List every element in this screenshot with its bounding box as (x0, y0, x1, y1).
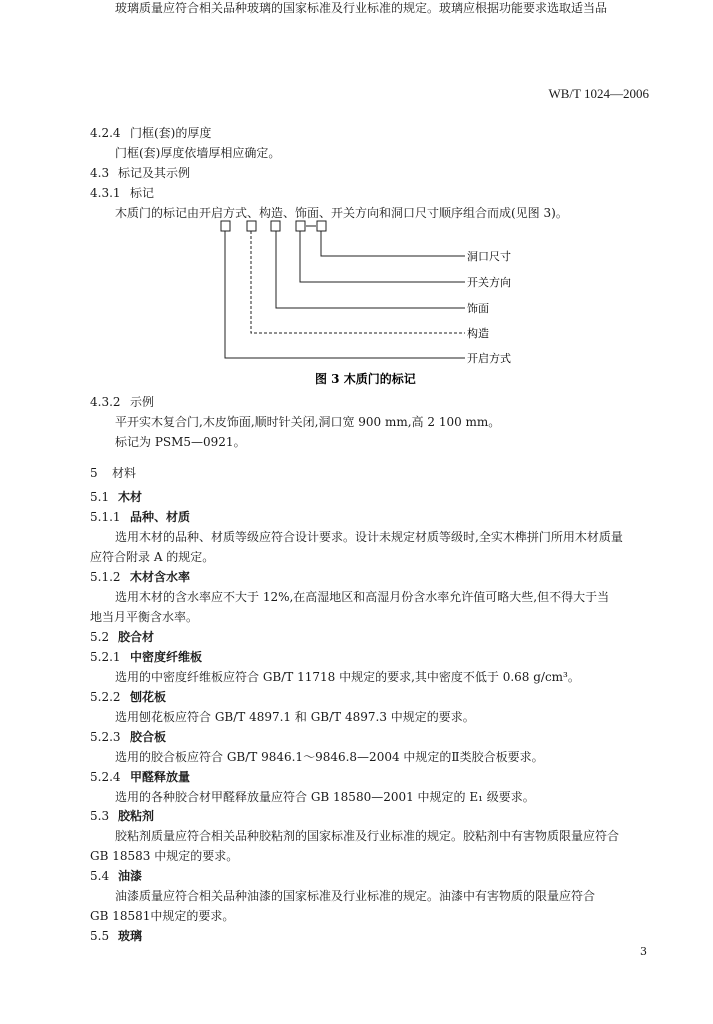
page-number: 3 (640, 945, 647, 958)
label-direction: 开关方向 (467, 276, 511, 289)
clause-text: 玻璃 (118, 929, 143, 943)
clause-text: 胶合板 (130, 730, 167, 744)
clause-number: 5.1 (90, 490, 110, 504)
label-opening-mode: 开启方式 (467, 352, 511, 365)
box-opening-mode (221, 221, 230, 231)
clause-text: 木质门的标记由开启方式、构造、饰面、开关方向和洞口尺寸顺序组合而成(见图 3)。 (115, 206, 568, 220)
clause-text: 门框(套)厚度依墙厚相应确定。 (115, 146, 281, 160)
clause-text: 油漆质量应符合相关品种油漆的国家标准及行业标准的规定。油漆中有害物质的限量应符合 (115, 889, 596, 903)
box-opening-size (317, 221, 326, 231)
clause-text: 选用木材的品种、材质等级应符合设计要求。设计未规定材质等级时,全实木榫拼门所用木材质量 (115, 530, 623, 544)
clause-text: 选用的中密度纤维板应符合 GB/T 11718 中规定的要求,其中密度不低于 0.68 g/cm³。 (115, 670, 580, 684)
label-opening-size: 洞口尺寸 (467, 250, 511, 263)
clause-text: 材料 (112, 466, 137, 480)
clause-text: 甲醛释放量 (130, 770, 191, 784)
clause-text: 标记及其示例 (118, 166, 191, 180)
clause-text: 胶粘剂质量应符合相关品种胶粘剂的国家标准及行业标准的规定。胶粘剂中有害物质限量应符合 (115, 829, 620, 843)
clause-text: 选用木材的含水率应不大于 12%,在高湿地区和高湿月份含水率允许值可略大些,但不得大于当 (115, 590, 610, 604)
clause-number: 5.1.2 (90, 570, 121, 584)
clause-number: 4.3.1 (90, 186, 121, 200)
clause-text: 中密度纤维板 (130, 650, 203, 664)
box-direction (296, 221, 305, 231)
clause-text: 选用刨花板应符合 GB/T 4897.1 和 GB/T 4897.3 中规定的要求。 (115, 710, 475, 724)
clause-number: 4.3.2 (90, 395, 121, 409)
clause-number: 5.2.3 (90, 730, 121, 744)
standard-code: WB/T 1024—2006 (548, 86, 649, 101)
clause-number: 5.4 (90, 869, 110, 883)
clause-number: 5.2.1 (90, 650, 121, 664)
clause-text: 品种、材质 (130, 510, 191, 524)
clause-text: 油漆 (118, 869, 143, 883)
clause-text: 胶合材 (118, 630, 155, 644)
clause-text: 标记 (130, 186, 155, 200)
clause-text: 地当月平衡含水率。 (90, 610, 199, 624)
clause-text: 选用的胶合板应符合 GB/T 9846.1～9846.8—2004 中规定的Ⅱ类胶合板要求。 (115, 750, 544, 764)
clause-number: 5.2.2 (90, 690, 121, 704)
clause-number: 5.2.4 (90, 770, 121, 784)
clause-text: 木材含水率 (130, 570, 191, 584)
label-construction: 构造 (467, 327, 489, 340)
clause-text: 胶粘剂 (118, 809, 155, 823)
clause-number: 5.3 (90, 809, 110, 823)
clause-text: 标记为 PSM5—0921。 (115, 435, 246, 449)
clause-text: 应符合附录 A 的规定。 (90, 550, 215, 564)
box-construction (247, 221, 256, 231)
clause-text: GB 18583 中规定的要求。 (90, 849, 239, 863)
clause-number: 5.1.1 (90, 510, 121, 524)
clause-text: 示例 (130, 395, 155, 409)
clause-number: 5.5 (90, 929, 110, 943)
clause-text: 刨花板 (130, 690, 167, 704)
box-facing (271, 221, 280, 231)
clause-text: 选用的各种胶合材甲醛释放量应符合 GB 18580—2001 中规定的 E₁ 级要求。 (115, 790, 535, 804)
clause-number: 5.2 (90, 630, 110, 644)
clause-text: GB 18581中规定的要求。 (90, 909, 235, 923)
clause-text: 门框(套)的厚度 (130, 126, 212, 140)
clause-text: 玻璃质量应符合相关品种玻璃的国家标准及行业标准的规定。玻璃应根据功能要求选取适当品 (115, 1, 608, 15)
figure-caption: 图 3 木质门的标记 (315, 372, 416, 386)
clause-number: 4.2.4 (90, 126, 121, 140)
label-facing: 饰面 (467, 302, 489, 315)
clause-number: 4.3 (90, 166, 110, 180)
clause-text: 平开实木复合门,木皮饰面,顺时针关闭,洞口宽 900 mm,高 2 100 mm。 (115, 415, 501, 429)
clause-number: 5 (90, 466, 98, 480)
clause-text: 木材 (118, 490, 143, 504)
